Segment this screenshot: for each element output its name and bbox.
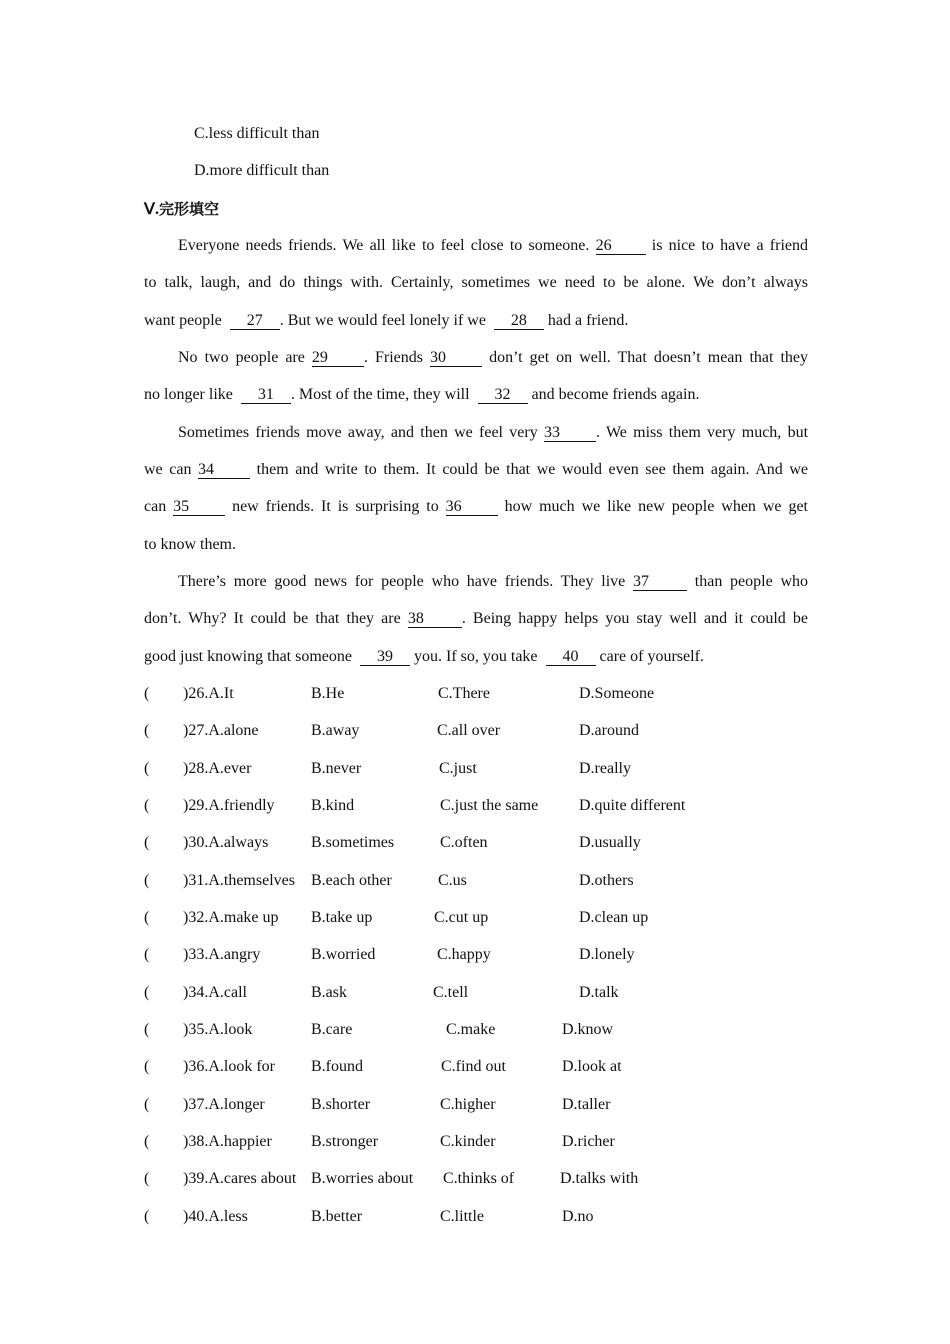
answer-paren[interactable]: (	[144, 834, 150, 851]
answer-paren[interactable]: (	[144, 685, 150, 702]
passage-text: to talk, laugh, and do things with. Certainly, sometimes we need to be alone. We don’t always	[144, 274, 808, 291]
answer-paren[interactable]: (	[144, 760, 150, 777]
passage-line	[178, 236, 808, 256]
option-d: D.talk	[579, 984, 619, 1001]
option-c: C.just the same	[440, 797, 539, 814]
passage-text: want people	[144, 312, 222, 329]
answer-paren[interactable]: (	[144, 1208, 150, 1225]
passage-text: good just knowing that someone	[144, 648, 352, 665]
option-d: D.clean up	[579, 909, 649, 926]
option-a: )31.A.themselves	[183, 872, 295, 889]
question-row-33	[0, 945, 950, 965]
question-row-32	[0, 908, 950, 928]
passage-line	[144, 647, 704, 667]
passage-line	[144, 311, 628, 331]
option-c: C.There	[438, 685, 490, 702]
passage-line	[144, 609, 808, 629]
option-b: B.away	[311, 722, 360, 739]
blank-28: 28	[494, 312, 544, 330]
option-b: B.worried	[311, 946, 376, 963]
answer-paren[interactable]: (	[144, 722, 150, 739]
option-d: D.quite different	[579, 797, 686, 814]
blank-32: 32	[478, 386, 528, 404]
section-number: Ⅴ.	[144, 201, 159, 218]
option-a: )39.A.cares about	[183, 1170, 297, 1187]
question-row-30	[0, 833, 950, 853]
option-a: )36.A.look for	[183, 1058, 275, 1075]
option-b: B.found	[311, 1058, 363, 1075]
option-b: B.never	[311, 760, 362, 777]
passage-text: we can	[144, 461, 192, 478]
option-b: B.stronger	[311, 1133, 379, 1150]
option-d: D.usually	[579, 834, 641, 851]
option-d: D.lonely	[579, 946, 635, 963]
option-a: )35.A.look	[183, 1021, 253, 1038]
question-row-34	[0, 983, 950, 1003]
option-c: C.all over	[437, 722, 501, 739]
blank-29: 29	[312, 349, 364, 367]
question-row-29	[0, 796, 950, 816]
passage-text: don’t get on well. That doesn’t mean that they	[489, 349, 809, 366]
option-b: B.take up	[311, 909, 373, 926]
answer-paren[interactable]: (	[144, 1133, 150, 1150]
passage-text: No two people are	[178, 349, 305, 366]
passage-text: don’t. Why? It could be that they are	[144, 610, 401, 627]
blank-39: 39	[360, 648, 410, 666]
passage-text: . Being happy helps you stay well and it could be	[461, 610, 809, 627]
option-d-prev: D.more difficult than	[194, 162, 330, 179]
option-b: B.shorter	[311, 1096, 371, 1113]
passage-text: . Most of the time, they will	[290, 386, 470, 403]
blank-26: 26	[596, 237, 646, 255]
option-a: )32.A.make up	[183, 909, 279, 926]
blank-36: 36	[446, 498, 498, 516]
option-d: D.taller	[562, 1096, 611, 1113]
passage-text: how much we like new people when we get	[504, 498, 809, 515]
passage-line	[178, 348, 808, 368]
answer-paren[interactable]: (	[144, 1058, 150, 1075]
option-b: B.sometimes	[311, 834, 395, 851]
option-d: D.richer	[562, 1133, 615, 1150]
passage-text: had a friend.	[547, 312, 629, 329]
option-d: D.look at	[562, 1058, 622, 1075]
question-row-35	[0, 1020, 950, 1040]
blank-38: 38	[408, 610, 462, 628]
passage-text: . But we would feel lonely if we	[279, 312, 486, 329]
option-d: D.talks with	[560, 1170, 639, 1187]
section-title-text: 完形填空	[158, 200, 219, 218]
blank-31: 31	[241, 386, 291, 404]
option-a: )29.A.friendly	[183, 797, 275, 814]
answer-paren[interactable]: (	[144, 1170, 150, 1187]
passage-line	[144, 385, 699, 405]
option-b: B.care	[311, 1021, 353, 1038]
option-c: C.higher	[440, 1096, 496, 1113]
option-c: C.thinks of	[443, 1170, 515, 1187]
question-row-36	[0, 1057, 950, 1077]
answer-paren[interactable]: (	[144, 797, 150, 814]
answer-paren[interactable]: (	[144, 946, 150, 963]
question-row-31	[0, 871, 950, 891]
blank-37: 37	[633, 573, 687, 591]
question-row-40	[0, 1207, 950, 1227]
option-c: C.make	[446, 1021, 496, 1038]
option-a: )38.A.happier	[183, 1133, 272, 1150]
option-a: )27.A.alone	[183, 722, 259, 739]
option-c-prev: C.less difficult than	[194, 125, 320, 142]
option-a: )26.A.It	[183, 685, 234, 702]
option-b: B.ask	[311, 984, 347, 1001]
option-b: B.worries about	[311, 1170, 414, 1187]
passage-text: Sometimes friends move away, and then we feel very	[178, 424, 538, 441]
option-d: D.really	[579, 760, 631, 777]
passage-text: to know them.	[144, 536, 236, 553]
passage-text: no longer like	[144, 386, 233, 403]
option-c: C.often	[440, 834, 488, 851]
passage-text: them and write to them. It could be that we would even see them again. And we	[256, 461, 809, 478]
question-row-28	[0, 759, 950, 779]
option-d: D.others	[579, 872, 634, 889]
option-c: C.us	[438, 872, 467, 889]
passage-text: There’s more good news for people who have friends. They live	[178, 573, 626, 590]
option-a: )33.A.angry	[183, 946, 261, 963]
passage-line	[178, 572, 808, 592]
option-d: D.Someone	[579, 685, 655, 702]
option-a: )37.A.longer	[183, 1096, 265, 1113]
passage-text: new friends. It is surprising to	[232, 498, 439, 515]
option-d: D.around	[579, 722, 639, 739]
blank-33: 33	[544, 424, 596, 442]
passage-line	[144, 535, 236, 555]
passage-text: is nice to have a friend	[651, 237, 809, 254]
question-row-39	[0, 1169, 950, 1189]
option-d: D.no	[562, 1208, 594, 1225]
passage-text: and become friends again.	[531, 386, 700, 403]
option-b: B.kind	[311, 797, 355, 814]
passage-text: care of yourself.	[599, 648, 704, 665]
passage-line	[178, 423, 808, 443]
option-a: )40.A.less	[183, 1208, 248, 1225]
answer-paren[interactable]: (	[144, 909, 150, 926]
blank-34: 34	[198, 461, 250, 479]
passage-text: than people who	[694, 573, 809, 590]
blank-35: 35	[173, 498, 225, 516]
passage-text: Everyone needs friends. We all like to feel close to someone.	[178, 237, 590, 254]
option-a: )28.A.ever	[183, 760, 252, 777]
answer-paren[interactable]: (	[144, 872, 150, 889]
blank-27: 27	[230, 312, 280, 330]
option-a: )30.A.always	[183, 834, 269, 851]
answer-paren[interactable]: (	[144, 1021, 150, 1038]
passage-line	[144, 497, 808, 517]
question-row-27	[0, 721, 950, 741]
option-c: C.little	[440, 1208, 484, 1225]
option-c: C.kinder	[440, 1133, 496, 1150]
passage-text: . Friends	[363, 349, 423, 366]
passage-line	[144, 273, 808, 293]
option-a: )34.A.call	[183, 984, 247, 1001]
option-c: C.just	[439, 760, 477, 777]
passage-text: you. If so, you take	[413, 648, 538, 665]
option-b: B.each other	[311, 872, 392, 889]
option-c: C.cut up	[434, 909, 489, 926]
option-b: B.better	[311, 1208, 363, 1225]
blank-40: 40	[546, 648, 596, 666]
option-c: C.tell	[433, 984, 469, 1001]
option-c: C.find out	[441, 1058, 506, 1075]
passage-text: . We miss them very much, but	[595, 424, 809, 441]
answer-paren[interactable]: (	[144, 984, 150, 1001]
answer-paren[interactable]: (	[144, 1096, 150, 1113]
option-c: C.happy	[437, 946, 491, 963]
question-row-26	[0, 684, 950, 704]
blank-30: 30	[430, 349, 482, 367]
question-row-38	[0, 1132, 950, 1152]
passage-text: can	[144, 498, 167, 515]
section-title	[144, 199, 219, 220]
option-d: D.know	[562, 1021, 614, 1038]
option-b: B.He	[311, 685, 345, 702]
question-row-37	[0, 1095, 950, 1115]
passage-line	[144, 460, 808, 480]
